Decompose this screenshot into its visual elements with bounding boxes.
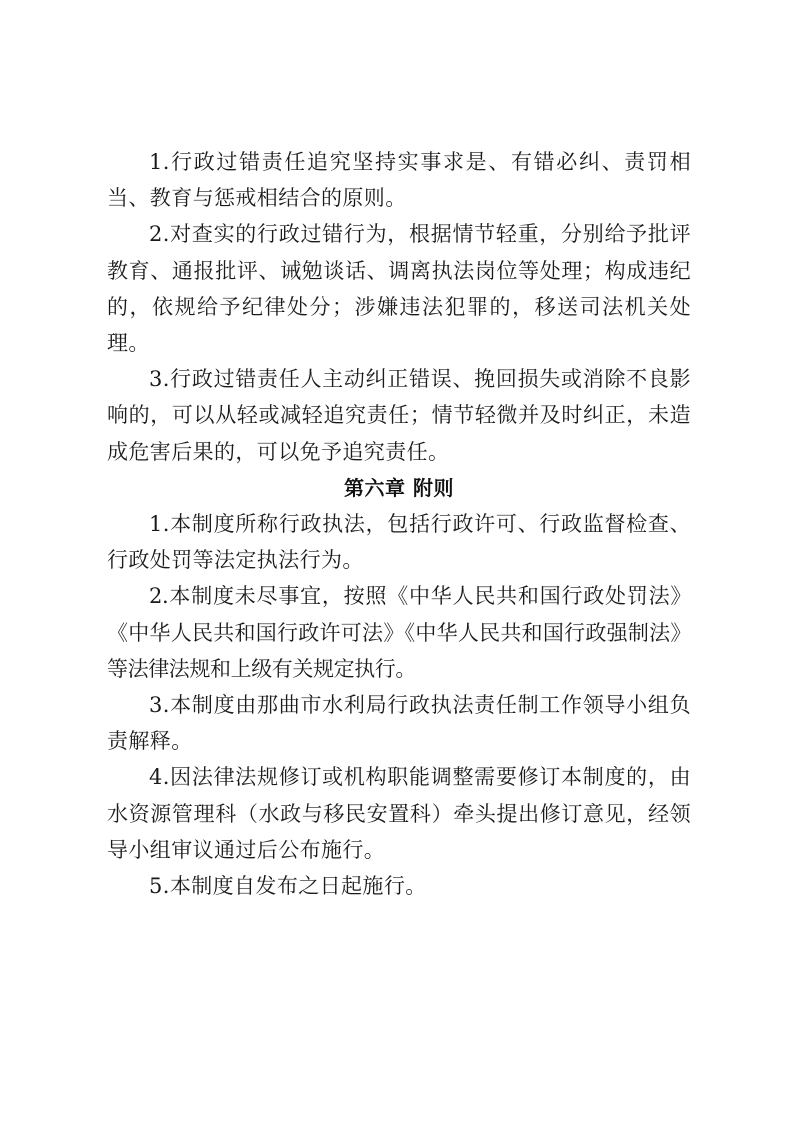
paragraph-interpretation: 3.本制度由那曲市水利局行政执法责任制工作领导小组负责解释。	[107, 693, 691, 754]
paragraph-definition: 1.本制度所称行政执法，包括行政许可、行政监督检查、行政处罚等法定执法行为。	[107, 512, 691, 573]
chapter-title: 第六章 附则	[344, 475, 454, 500]
paragraph-principle: 1.行政过错责任追究坚持实事求是、有错必纠、责罚相当、教育与惩戒相结合的原则。	[107, 150, 691, 211]
document-body	[107, 144, 691, 904]
paragraph-effective-date: 5.本制度自发布之日起施行。	[149, 874, 427, 899]
paragraph-unmentioned-matters: 2.本制度未尽事宜，按照《中华人民共和国行政处罚法》《中华人民共和国行政许可法》《中华人民共和国行政强制法》等法律法规和上级有关规定执行。	[107, 584, 691, 681]
paragraph-handling: 2.对查实的行政过错行为，根据情节轻重，分别给予批评教育、通报批评、诫勉谈话、调离执法岗位等处理；构成违纪的，依规给予纪律处分；涉嫌违法犯罪的，移送司法机关处理。	[107, 222, 691, 356]
paragraph-mitigation: 3.行政过错责任人主动纠正错误、挽回损失或消除不良影响的，可以从轻或减轻追究责任；情节轻微并及时纠正，未造成危害后果的，可以免予追究责任。	[107, 367, 691, 464]
paragraph-revision: 4.因法律法规修订或机构职能调整需要修订本制度的，由水资源管理科（水政与移民安置科）牵头提出修订意见，经领导小组审议通过后公布施行。	[107, 765, 691, 862]
